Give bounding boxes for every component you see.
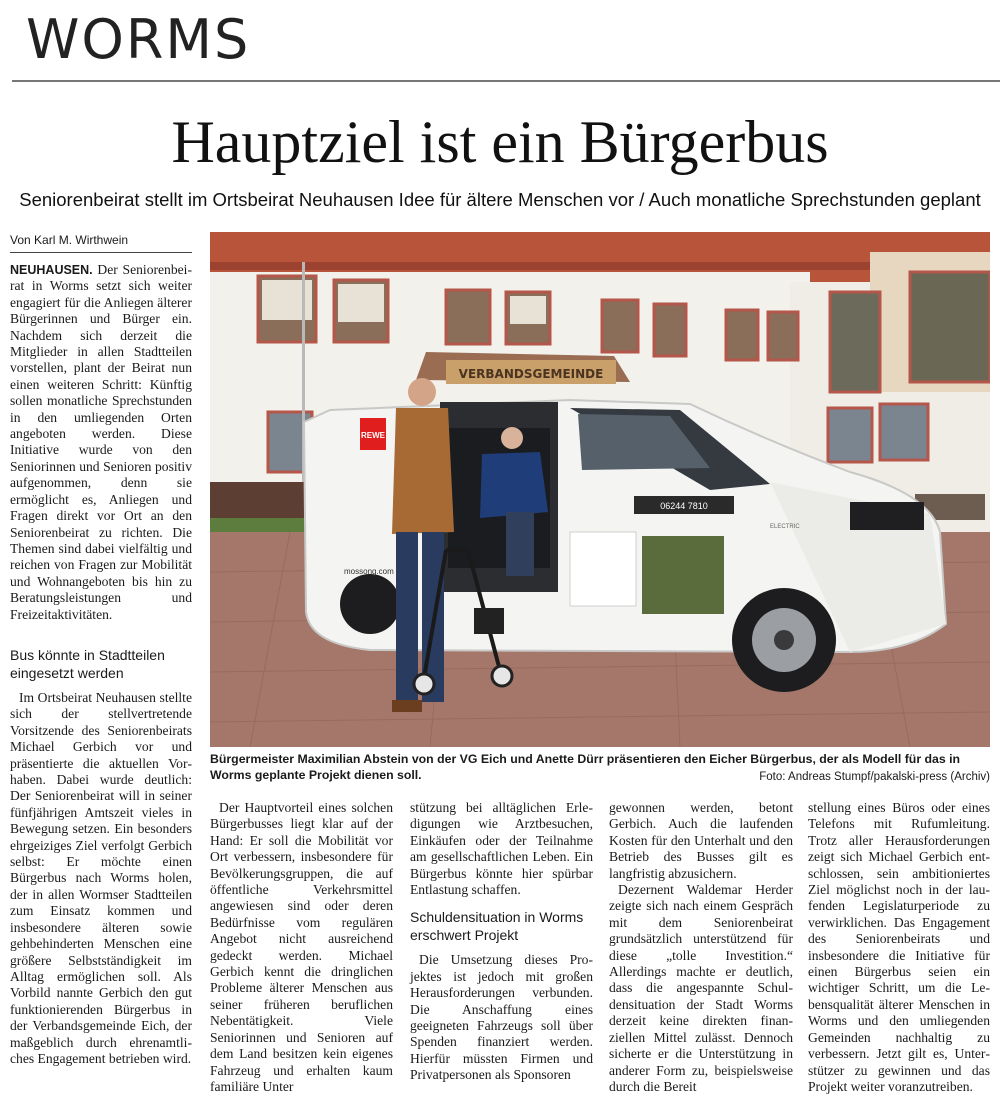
subheadline: Seniorenbeirat stellt im Ortsbeirat Neuhausen Idee für ältere Menschen vor / Auch monatliche Sprechstunden geplant: [19, 189, 981, 210]
paragraph: Dezernent Waldemar Herder zeigte sich nach einem Gespräch mit dem Seniorenbeirat grundsätzlich unterstützend für diese „tolle Investition.“ Allerdings machte er deutlich, dass die angespannte Schuldensituation der Stadt Worms derzeit keine direkten finanziellen Mittel zulässt. Dennoch sicherte er die Unterstützung in anderer Form zu, beispielsweise durch die Bereit: [609, 882, 793, 1094]
column-1: [10, 262, 192, 623]
subheading: Schuldensituation in Worms erschwert Projekt: [410, 909, 584, 944]
section-rule: [12, 80, 1000, 82]
photo-caption: Bürgermeister Maximilian Abstein von der VG Eich und Anette Dürr präsentieren den Eicher Bürgerbus, der als Modell für das in Worms geplante Projekt dienen soll.: [210, 752, 961, 782]
article-photo: [210, 232, 990, 747]
paragraph-text: Der Seniorenbeirat in Worms setzt sich weiter engagiert für die Anliegen älterer Bürgerinnen und Bürger ein. Nachdem sich derzeit die Mitglieder in allen Stadtteilen vorstellen, plant der Beirat nun einen weiteren Schritt: Künftig sollen monatliche Sprechstunden in den umliegenden Orten angeboten werden. Diese Initiative wurde von den Seniorinnen und Senioren positiv aufgenommen, denn sie ermöglicht es, Anliegen und Fragen direkt vor Ort an den Seniorenbeirat zu richten. Die Themen sind dabei vielfältig und reichen von Fragen zur Mobilität und Wohnangeboten bis hin zu Beratungsleistungen und Freizeitaktivitäten.: [10, 262, 192, 622]
byline: Von Karl M. Wirthwein: [10, 232, 192, 253]
van-sponsor-logo: REWE: [361, 431, 385, 440]
van-sponsor-url: mossong.com: [344, 567, 394, 576]
van-electric-badge: ELECTRIC: [770, 524, 800, 530]
paragraph: Der Hauptvorteil eines solchen Bürgerbusses liegt klar auf der Hand: Er soll die Mobilität vor Ort verbessern, insbesondere für Bevölkerungsgruppen, die auf öffentliche Verkehrsmittel angewiesen sind oder deren Bedürfnisse vom regulären Angebot nicht ausreichend gedeckt werden. Michael Gerbich kennt die dringlichen Probleme älterer Menschen aus seiner früheren beruflichen Nebentätigkeit. Viele Seniorinnen und Senioren auf dem Land besitzen kein eigenes Fahrzeug und erhalten kaum familiäre Unter: [210, 800, 393, 1094]
building-sign: VERBANDSGEMEINDE: [458, 367, 604, 381]
headline: Hauptziel ist ein Bürgerbus: [171, 109, 829, 175]
dateline: NEUHAUSEN.: [10, 263, 93, 277]
van-phone: 06244 7810: [660, 501, 708, 511]
column-4: [609, 800, 793, 1095]
photo-credit: Foto: Andreas Stumpf/pakalski-press (Archiv): [759, 771, 990, 783]
paragraph: Im Ortsbeirat Neuhausen stellte sich der stellvertretende Vorsitzende des Seniorenbeirats Michael Gerbich vor und präsentierte die aktuellen Vorhaben. Dabei wurde deutlich: Der Seniorenbeirat will in seiner fünfjährigen Amtszeit vieles in Bewegung setzen. Ein besonders ehrgeiziges Ziel verfolgt Gerbich selbst: Er möchte einen Bürgerbus nach Worms holen, der in allen Wormser Stadtteilen zum Einsatz kommen und insbesondere älteren sowie gehbehinderten Menschen eine größere Selbstständigkeit im Alltag ermöglichen soll. Als Vorbild nannte Gerbich den gut funktionierenden Bürgerbus in der Verbandsgemeinde Eich, der maßgeblich durch ehrenamtliches Engagement betrieben wird.: [10, 690, 192, 1066]
section-title: WORMS: [26, 8, 251, 71]
subheading: Bus könnte in Stadtteilen eingesetzt werden: [10, 647, 165, 681]
paragraph: Die Umsetzung dieses Projektes ist jedoch mit großen Herausforderungen verbunden. Die Anschaffung eines geeigneten Fahrzeugs soll über Spenden finanziert werden. Hierfür müssten Firmen und Privatpersonen als Sponsoren: [410, 952, 593, 1083]
column-3: [410, 800, 593, 1084]
paragraph: gewonnen werden, betont Gerbich. Auch die laufenden Kosten für den Unterhalt und den Betrieb des Busses gilt es langfristig abzusichern.: [609, 800, 793, 881]
paragraph: stellung eines Büros oder eines Telefons mit Rufumleitung. Trotz aller Herausforderungen zeigt sich Michael Gerbich entschlossen, sein ambitioniertes Ziel möglichst noch in der laufenden Legislaturperiode zu verwirklichen. Das Engagement des Seniorenbeirats und insbesondere die Initiative für einen Bürgerbus seien ein wichtiger Schritt, um die Lebensqualität älterer Menschen in Worms und den umliegenden Gemeinden nachhaltig zu verbessern. Jetzt gilt es, Unterstützer zu gewinnen und das Projekt weiter voranzutreiben.: [808, 800, 990, 1094]
paragraph: stützung bei alltäglichen Erledigungen wie Arztbesuchen, Einkäufen oder der Teilnahme am gesellschaftlichen Leben. Ein Bürgerbus könnte hier spürbar Entlastung schaffen.: [410, 800, 593, 898]
column-1-continued: [10, 647, 192, 1067]
column-5: [808, 800, 990, 1095]
paragraph: [10, 262, 192, 623]
column-2: [210, 800, 393, 1095]
